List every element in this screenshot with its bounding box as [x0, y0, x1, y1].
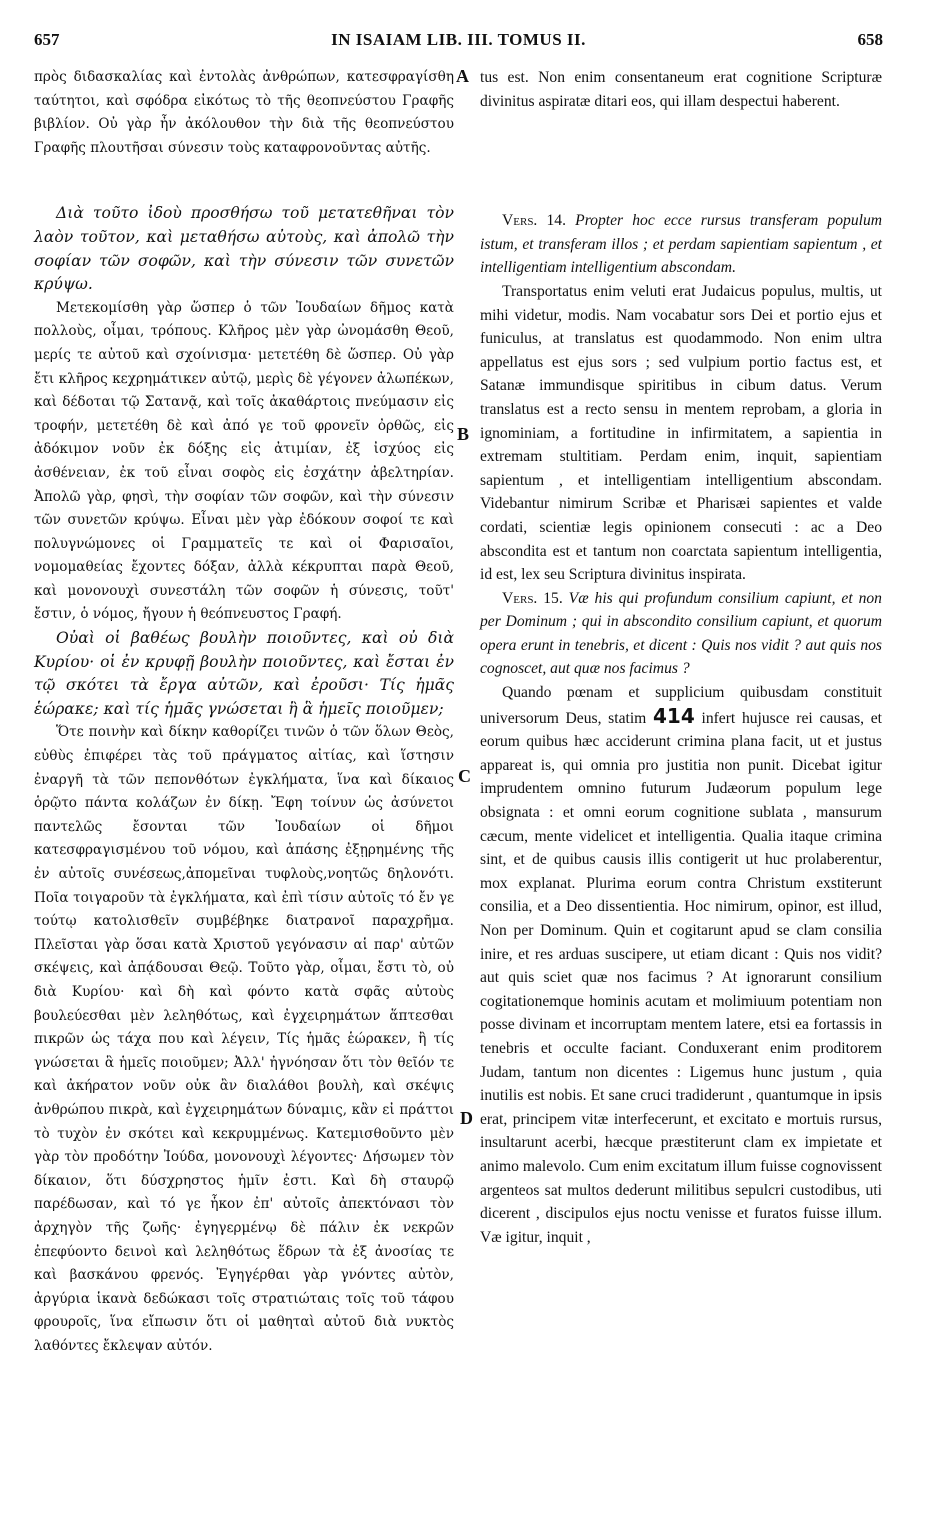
- verse-text: Propter hoc ecce rursus transferam populum istum, et transferam illos ; et perdam sapientiam sapientum , et intelligentiam intelligentium abscondam.: [480, 212, 883, 277]
- page-header: [34, 30, 883, 56]
- margin-marker-d: D: [460, 1108, 473, 1128]
- column-number: 414: [653, 703, 695, 728]
- margin-marker-c: C: [458, 766, 471, 786]
- latin-paragraph: tus est. Non enim consentaneum erat cognitione Scripturæ divinitus aspiratæ ditari eos, qui illam despectui haberent.: [480, 69, 882, 110]
- verse-label: Vers. 15.: [502, 589, 563, 607]
- running-title: IN ISAIAM LIB. III. TOMUS II.: [331, 30, 586, 49]
- latin-column: [480, 66, 882, 1249]
- greek-column: [34, 66, 454, 1358]
- latin-lemma-verse-15: [480, 587, 882, 681]
- margin-marker-a: A: [456, 66, 469, 86]
- greek-paragraph: Ὅτε ποινὴν καὶ δίκην καθορίζει τινῶν ὁ τῶν ὅλων Θεὸς, εὐθὺς ἐπιφέρει τὰς τοῦ πράγματος αἰτίας, καὶ ἵστησιν ἐναργῆ τὰ τῶν πεπονθότων ἐγκλήματα, ἵνα καὶ δίκαιος ὁρῷτο πάντα κολάζων ἐν δίκῃ. Ἔφη τοίνυν ὡς ἀσύνετοι παντελῶς ἔσονται τῶν Ἰουδαίων οἱ δῆμοι κατεσφραγισμένου τοῦ νόμου, καὶ ἁπάσης ἐξῃρημένης τῆς ἐν αὐτοῖς συνέσεως,ἀπομεῖναι τυφλοὺς,νοητῶς δηλονότι. Ποῖα τοιγαροῦν τὰ ἐγκλήματα, καὶ ἐπὶ τίσιν αὐτοῖς τό ἔν γε τούτῳ κατολισθεῖν συμβέβηκε διατρανοῖ παραχρῆμα. Πλεῖσται γὰρ ὅσαι κατὰ Χριστοῦ γεγόνασιν αἱ παρ' αὐτῶν σκέψεις, καὶ ἀπᾴδουσαι Θεῷ. Τοῦτο γὰρ, οἶμαι, ἔστι τὸ, οὐ διὰ Κυρίου· καὶ δὴ καὶ φόντο κατὰ σφᾶς αὐτοὺς βουλεύεσθαι μὲν λεληθότως, καὶ ἐγχειρημάτων ἅπτεσθαι πικρῶν ὡς τάχα που καὶ λέγειν, Τίς ἡμᾶς ἑώρακεν, ἢ τίς γνώσεται ἃ ἡμεῖς ποιοῦμεν; Ἀλλ' ἠγνόησαν ὅτι τὸν θεῖόν τε καὶ ἀκήρατον νοῦν οὐκ ἂν διαλάθοι βουλὴ, καὶ σκέψις ἀνθρώπου πικρὰ, καὶ ἐγχειρημάτων δύναμις, κἂν εἰ πράττοι τὸ τυχὸν ἐν σκότει καὶ κεκρυμμένως. Κατεμισθοῦντο μὲν γὰρ τὸν προδότην Ἰούδα, μονονουχὶ λέγοντες· Δήσωμεν τὸν δίκαιον, ὅτι δύσχρηστος ἡμῖν ἐστι. Καὶ δὴ σταυρῷ παρέδωσαν, καὶ τό γε ἧκον ἐπ' αὐτοῖς ἀπεκτόνασι τὸν ἀρχηγὸν τῆς ζωῆς· ἐγηγερμένῳ δὲ πάλιν ἐκ νεκρῶν ἐπεφύοντο δεινοὶ καὶ λεληθότως ἕδρων τὰ ἐξ ἀνοσίας τε καὶ βασκάνου φρενός. Ἐγηγέρθαι γὰρ γνόντες αὐτὸν, ἀργύρια ἱκανὰ δεδώκασι τοῖς στρατιώταις τοῖς τοῦ τάφου φρουροῖς, ἵνα εἴπωσιν ὅτι οἱ μαθηταὶ αὐτοῦ διὰ νυκτὸς λαθόντες ἔκλεψαν αὐτόν.: [34, 724, 454, 1354]
- margin-marker-b: B: [457, 424, 470, 444]
- latin-paragraph: [480, 681, 882, 1249]
- greek-paragraph: πρὸς διδασκαλίας καὶ ἐντολὰς ἀνθρώπων, κατεσφραγίσθη ταύτητοι, καὶ σφόδρα εἰκότως τὸ τῆς θεοπνεύστου Γραφῆς βιβλίον. Οὐ γὰρ ἦν ἀκόλουθον τὴν διὰ τῆς θεοπνεύστου Γραφῆς πλουτῆσαι σύνεσιν τοὺς καταφρονοῦντας αὐτῆς.: [34, 69, 454, 156]
- page-number-right: 658: [857, 30, 883, 49]
- page-number-left: 657: [34, 30, 60, 49]
- latin-paragraph: Transportatus enim veluti erat Judaicus populus, multis, ut mihi videtur, modis. Nam vocabatur sors Dei et portio ejus et funiculus, at translatus est quodammodo. Non enim ultra appellatus est ejus sors ; sed vulpium portio factus est, et Satanæ immundisque spiritibus in cibum datus. Verum translatus est a recto sensu in mentem reprobam, a gloria in ignominiam, a fortitudine in infirmitatem, a sapientia in extremam stultitiam. Perdam enim, inquit, sapientiam sapientum , et intelligentiam intelligentium abscondam. Videbantur nimirum Scribæ et Pharisæi sapientes et valde cordati, scientiæ legis opinionem consecuti : ac a Deo abscondita est et tantum non coarctata sapientum intelligentia, id est, lex seu Scriptura divinitus inspirata.: [480, 282, 882, 584]
- verse-text: Væ his qui profundum consilium capiunt, et non per Dominum ; qui in abscondito consilium capiunt, et quorum opera erunt in tenebris, et dicent : Quis nos vidit ? aut quis nos cognoscet, aut quæ nos facimus ?: [480, 589, 882, 678]
- latin-text: infert hujusce rei causas, et eorum quibus hæc acciderunt crimina plana facit, ut et justus appareat is, qui omnia pro justitia non punit. Dicebat igitur imprudentem omnino futurum Judæorum populum lege obsignata : et omni eorum cognitione sublata , mansurum cæcum, mente videlicet et intelligentia. Qualia itaque crimina sint, et de quibus causis illis contigerit ut huc prolaberentur, mox explanat. Plurima eorum contra Christum exstiterunt consilia, et a Deo dissentientia. Hoc nimirum, opinor, est illud, Non per Dominum. Quin et cogitarunt apud se clam consilia inire, et res arduas suscipere, ut etiam dicant : Quis nos vidit? aut quis sciet quæ nos facimus ? At ignorarunt consilium cogitationemque hominis acutam et molimiuum potentiam non posse divinam et incorruptam mentem latere, etsi ea fortassis in tenebris et occulte faciant. Conduxerant enim proditorem Judam, tantum non dicentes : Ligemus hunc justum , quia inutilis est nobis. Et sane cruci tradiderunt , quantumque in ipsis erat, principem vitæ interfecerunt, et excitato e mortuis rursus, insultarunt acerbi, hæcque præstiterunt clam ex impietate et animo malevolo. Cum enim excitatum illum fuisse cognovissent argenteos sat multos dederunt militibus sepulcri custodibus, uti dicerent , discipulos ejus noctu venisse et furatos fuisse illum. Væ igitur, inquit ,: [480, 709, 883, 1246]
- verse-label: Vers. 14.: [502, 212, 566, 230]
- latin-text: Quando pœnam et supplicium quibusdam constituit universorum Deus, statim: [480, 684, 882, 727]
- greek-lemma-verse-15: Οὐαὶ οἱ βαθέως βουλὴν ποιοῦντες, καὶ οὐ διὰ Κυρίου· οἱ ἐν κρυφῇ βουλὴν ποιοῦντες, καὶ ἔσται ἐν τῷ σκότει τὰ ἔργα αὐτῶν, καὶ ἐροῦσι· Τίς ἡμᾶς ἑώρακε; καὶ τίς ἡμᾶς γνώσεται ἢ ἃ ἡμεῖς ποιοῦμεν;: [34, 629, 454, 718]
- greek-lemma-verse-14: Διὰ τοῦτο ἰδοὺ προσθήσω τοῦ μετατεθῆναι τὸν λαὸν τοῦτον, καὶ μεταθήσω αὐτοὺς, καὶ ἀπολῶ τὴν σοφίαν τῶν σοφῶν, καὶ τὴν σύνεσιν τῶν συνετῶν κρύψω.: [34, 204, 454, 294]
- latin-lemma-verse-14: [480, 209, 882, 280]
- greek-paragraph: Μετεκομίσθη γὰρ ὥσπερ ὁ τῶν Ἰουδαίων δῆμος κατὰ πολλοὺς, οἶμαι, τρόπους. Κλῆρος μὲν γὰρ ὠνομάσθη Θεοῦ, μερίς τε αὐτοῦ καὶ σχοίνισμα· μετετέθη δὲ ὥσπερ. Οὐ γὰρ ἔτι κλῆρος κεχρημάτικεν αὐτῷ, μερὶς δὲ γέγονεν ἀλωπέκων, καὶ δέδοται τῷ Σατανᾷ, καὶ τοῖς ἀκαθάρτοις πνεύμασιν εἰς τροφήν, μετετέθη δὲ καὶ ἀπό γε τοῦ φρονεῖν ὀρθῶς, εἰς ἀδόκιμον νοῦν ἐκ δόξης εἰς ἀτιμίαν, ἐξ ἰσχύος εἰς ἀσθένειαν, ἐκ τοῦ εἶναι σοφὸς εἰς ἐσχάτην ἀβελτηρίαν. Ἀπολῶ γὰρ, φησὶ, τὴν σοφίαν τῶν σοφῶν, καὶ τὴν σύνεσιν τῶν συνετῶν κρύψω. Εἶναι μὲν γὰρ ἐδόκουν σοφοί τε καὶ πολυγνώμονες οἱ Γραμματεῖς τε καὶ οἱ Φαρισαῖοι, νομομαθείας ἔχοντες δόξαν, ἀλλὰ κέκρυπται παρὰ Θεοῦ, καὶ μονονουχὶ συνεστάλη τῶν σοφῶν ἡ σύνεσις, τοῦτ' ἔστιν, ὁ νόμος, ἤγουν ἡ θεόπνευστος Γραφή.: [34, 299, 454, 623]
